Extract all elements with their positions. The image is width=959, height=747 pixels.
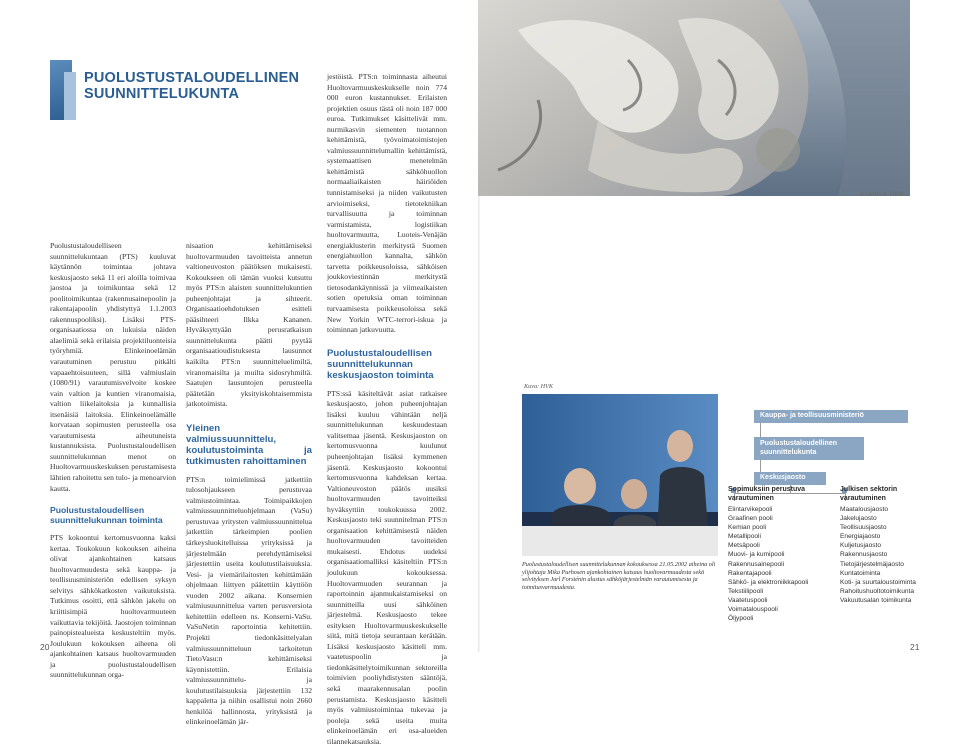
- orgchart-item: Rakennusainepooli: [728, 560, 785, 568]
- text-column-3: [327, 72, 447, 747]
- orgchart-item: Vakuutusalan toimikunta: [840, 596, 912, 604]
- col3-paragraph-2: PTS:ssä käsiteltävät asiat ratkaisee keskusjaosto, johon puheenjohtajan lisäksi kuuluu vähintään neljä suunnittelukunnan keskuudestaan valitsemaa jäsentä. Keskusjaoston on kertomusvuonna kuulunut puheenjohtajan lisäksi kymmenen jäsentä. Keskusjaosto kokoontui kertomusvuonna kahdeksan kertaa. Valtioneuvoston päätös uusiksi huoltovarmuuden tavoitteiksi hyväksyttiin toukokuussa 2002. Keskusjaosto teki suunnitelman PTS:n organisaation kehittämisestä näiden huoltovarmuuden tavoitteiden mukaisesti. Ehdotus uudeksi organisaatiomalliksi käsiteltiin PTS:n joulukuun kokouksessa. Huoltovarmuuden seurannan ja raportoinnin ajanmukaistamiseksi on suunnitteilla uusi sähköinen järjestelmä. Keskusjaosto tekee esityksen Huoltovarmuuskeskukselle siitä, mitä tietoja seurantaan kerätään. Lisäksi keskusjaosto käsitteli mm. vaatetuspoolin ja tiedonkäsittelytoimikunnan sektoreilla toimivien pooliyhdistysten sääntöjä, sekä maarakennusalan poolin perustamista. Keskusjaosto käsitteli myös valmiustoimintaa tukevaa ja pooleja sekä useita muita elinkeinoelämän eri osa-alueiden tilannekatsauksia.: [327, 388, 447, 746]
- orgchart-item: Maatalousjaosto: [840, 506, 889, 513]
- orgchart-left-list: [728, 505, 808, 623]
- text-column-1: [50, 241, 176, 681]
- orgchart-item: Teollisuusjaosto: [840, 524, 887, 532]
- orgchart-item: Kuljetusjaosto: [840, 542, 882, 550]
- meeting-illustration: [522, 394, 718, 556]
- page-number-left: 20: [40, 642, 50, 652]
- col1-paragraph-1: Puolustustaloudelliseen suunnittelukuntaan (PTS) kuuluvat käytännön toimintaa johtava keskusjaosto sekä 11 eri aloilla toimivaa jaostoa ja toimikuntaa sekä 12 poolitoimikuntaa (rakennusainepoolin ja rakentajapoolin yhdistyttyä 1.1.2003 rakennuspooliksi). Lisäksi PTS-organisaatiossa on lukuisia näiden alaelimiä sekä erilaisia projektiluonteisia työryhmiä. Elinkeinoelämän varautuminen perustuu pitkälti vapaaehtoisuuteen, sillä valmiuslain (1080/91) varautumisvelvoite koskee vain valtion ja kuntien viranomaisia, valtion liikelaitoksia ja kunnallisia itsenäisiä laitoksia. Elinkeinoelämälle korvataan sopimusten perusteella osa varautumisesta aiheutuneista kustannuksista. Puolustustaloudellisen suunnittelukunnan menot on Huoltovarmuuskeskuksen perustamisesta lähtien rahoitettu sen tulo- ja menoarvion kautta.: [50, 241, 176, 493]
- orgchart-connector: [760, 423, 761, 437]
- orgchart-ministry: Kauppa- ja teollisuusministeriö: [754, 410, 908, 423]
- orgchart-item: Kemian pooli: [728, 524, 767, 532]
- orgchart-item: Rakentajapooli: [728, 569, 772, 577]
- meeting-photo: [522, 394, 718, 556]
- orgchart-item: Tekstiilipooli: [728, 587, 764, 595]
- orgchart-keskusjaosto: Keskusjaosto: [754, 472, 826, 485]
- orgchart-item: Sähkö- ja elektroniikkapooli: [728, 578, 809, 586]
- orgchart-item: Metsäpooli: [728, 542, 760, 550]
- orgchart-item: Vaatetuspooli: [728, 596, 768, 604]
- orgchart-item: Muovi- ja kumipooli: [728, 551, 785, 559]
- col3-heading: Puolustustaloudellisen suunnittelukunnan keskusjaoston toiminta: [327, 347, 434, 381]
- col2-paragraph-1: nisaation kehittämiseksi huoltovarmuuden tavoitteista annetun valtioneuvoston päätöksen mukaisesti. Kokoukseen oli tämän vuoksi kutsuttu myös PTS:n alaisten suunnittelukuntien puheenjohtajat ja sihteerit. Organisaatioehdotuksen esitteli pääsihteeri Ilkka Kananen. Hyväksyttyään perusratkaisun suunnittelukunta päätti pyytää organisaatioudistuksesta lausunnot kaikilta PTS:n suunnitteluelimiltä, viranomaisilta ja muilta sidosryhmiltä. Saatujen lausuntojen perusteella päätetään yksityiskohtaisemmista jatkotoimista.: [186, 241, 312, 409]
- orgchart-item: Rahoitushuoltotoimikunta: [840, 587, 915, 595]
- col1-heading: Puolustustaloudellisen suunnittelukunnan toiminta: [50, 505, 163, 526]
- col2-paragraph-2: PTS:n toimielimissä jatkettiin tulosohjaukseen perustuvaa valmiustoimintaa. Toimipaikkojen valmiussuunnitteluohjelmaan (VaSu) perustuvaa yritysten valmiussuunnittelua jatkettiin tärkeimpien poolien tärkeysluokitelluissa yrityksissä ja järjestelmään perehdyttämiseksi järjestettiin useita koulutustilaisuuksia. Vesi- ja viemärilaitosten kehittämään ohjelmaan liittyen päätettiin käyttöön vuoden 2002 aikana. Konsernien valmiusuunnittelua varten perusversiota kehitettiin edelleen ns. Konserni-VaSu. VaSuNetin raportointia kehitettiin. Projekti tiedonkäsittelyalan valmiussuunnitteluun tarkoitetun TietoVasu:n kehittämiseksi käynnistettiin. Erilaisia valmiussuunnittelu- ja koulutustilaisuuksia järjestettiin 132 kappaletta ja niihin osallistui noin 2660 henkilöä hallinnosta, yrityksistä ja elinkeinoelämän jär-: [186, 474, 312, 727]
- chapter-title: [50, 60, 300, 122]
- orgchart-item: Energiajaosto: [840, 533, 881, 541]
- col3-paragraph-1: jestöistä. PTS:n toiminnasta aiheutui Huoltovarmuuskeskukselle noin 774 000 euron kustannukset. Erilaisten projektien osuus tästä oli noin 187 000 euroa. Tutkimukset käsittelivät mm. nurmikasvin siementen tuotannon kehittämistä, työvoimatoimistojen valmiussuunnittelumallin kehittämistä, systemaattisen menetelmän kehittämistä sähköhuollon normaaliaikaisten häiriöiden tunnistamiseksi ja niiden vaikutusten arvioimiseksi, tietotekniikan turvallisuutta ja toiminnan varmistamista, logistiikan huoltovarmuutta, Luoteis-Venäjän energiaklusterin merkitystä Suomen energiahuollon kannalta, sähkön tarvetta poikkeusoloissa, sähköisen joukkoviestinnän merkitystä tietosodankäynnissä ja viimeaikaisten sotien opetuksia oman toiminnan turvaamisesta poikkeusoloissa sekä New Yorkin WTC-terrori-iskua ja toiminnan jatkuvuutta.: [327, 72, 447, 335]
- orgchart-item: Elintarvikepooli: [728, 506, 773, 513]
- orgchart-item: Graafinen pooli: [728, 515, 773, 523]
- title-accent-bar-light: [64, 72, 76, 120]
- col1-paragraph-2: PTS kokoontui kertomusvuonna kaksi kertaa. Toukokuun kokouksen aiheina olivat ajankohtainen katsaus huoltovarmuudesta sekä kauppa- ja teollisuusministeriön edellisen syksyn selvitys sähkökatkosten vaikutuksista. Tutkimus osoitti, että sähkön jakelu on kriittisimpiä huoltovarmuuteen vaikuttavia tekijöitä. Jaostojen toiminnan painopistealueista keskusteltiin myös. Joulukuun kokouksen aiheena oli ajankohtainen katsaus huoltovarmuuden ja puolustustaloudellisen suunnittelukunnan orga-: [50, 533, 176, 680]
- stone-carving-photo: [478, 0, 910, 196]
- photo-credit-hvk: Kuva: HVK: [524, 383, 554, 390]
- orgchart-right-heading: Julkisen sektorin varautuminen: [840, 486, 898, 502]
- orgchart-pts: Puolustustaloudellinen suunnittelukunta: [754, 437, 864, 460]
- orgchart-item: Rakennusjaosto: [840, 551, 888, 559]
- title-line-1: PUOLUSTUSTALOUDELLINEN: [84, 70, 300, 86]
- orgchart-item: Tietojärjestelmäjaosto: [840, 560, 904, 568]
- text-column-2: [186, 241, 312, 728]
- col2-heading: Yleinen valmiussuunnittelu, koulutustoiminta ja tutkimusten rahoittaminen: [186, 422, 312, 467]
- photo-credit-acanthus: Acanthus 1998: [860, 191, 904, 198]
- orgchart-connector: [760, 460, 761, 472]
- orgchart-left-heading: Sopimuksiin perustuva varautuminen: [728, 486, 806, 502]
- page-number-right: 21: [910, 642, 920, 652]
- title-line-2: SUUNNITTELUKUNTA: [84, 86, 240, 102]
- orgchart-item: Kuntatoiminta: [840, 569, 881, 577]
- chapter-title-text: [84, 70, 299, 102]
- orgchart-item: Jakelujaosto: [840, 515, 877, 523]
- orgchart-item: Voimatalouspooli: [728, 606, 778, 614]
- orgchart-right-list: [840, 505, 916, 605]
- meeting-photo-caption: Puolustustaloudellisen suunnittelukunnan kokouksessa 21.05.2002 aiheina oli ylijohtaja Mika Purhosen ajankohtainen katsaus huoltovarmuudesta sekä selvityksen Jarl Forsténin alustus sähköjärjestelmän varautumisesta ja toimitusvarmuudesta.: [522, 561, 716, 591]
- orgchart-item: Öljypooli: [728, 615, 754, 623]
- stone-carving-illustration: [478, 0, 910, 196]
- orgchart-item: Koti- ja suurtaloustoiminta: [840, 578, 916, 586]
- orgchart-item: Metallipooli: [728, 533, 761, 541]
